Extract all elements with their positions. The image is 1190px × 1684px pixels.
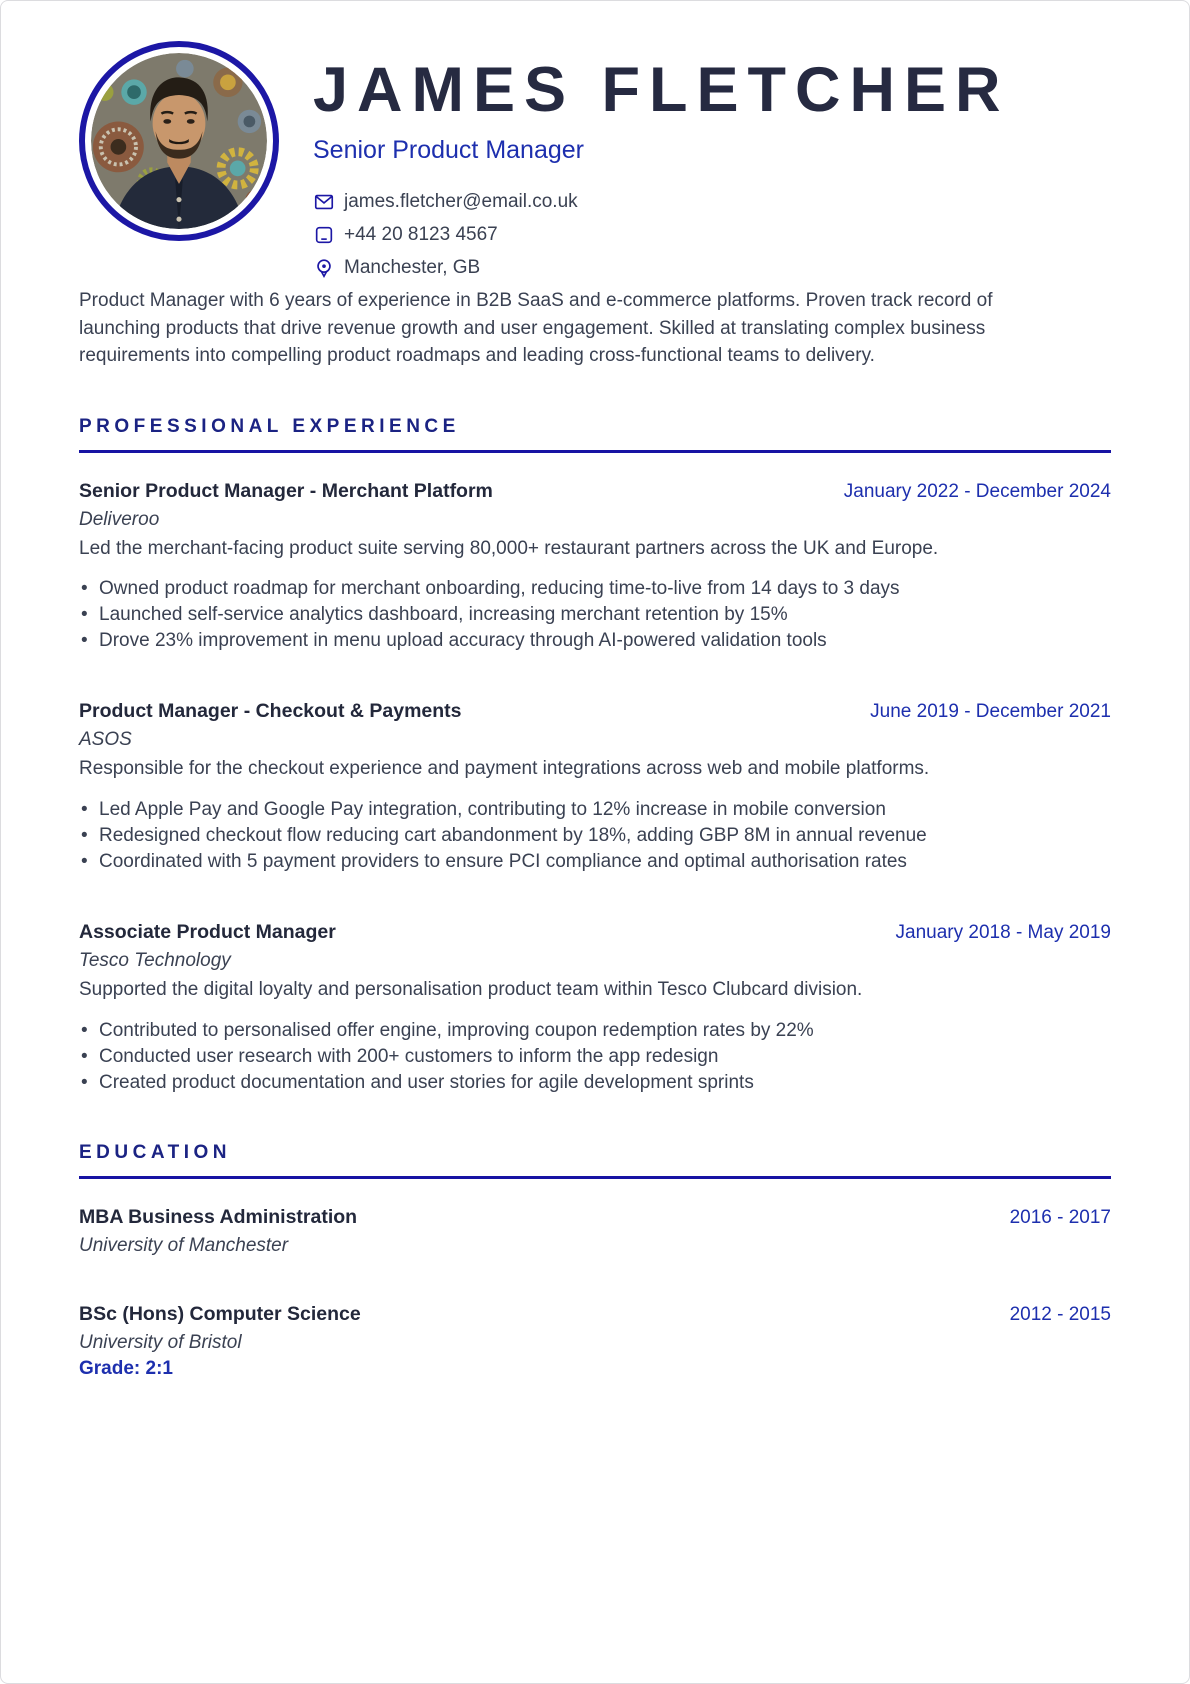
- job-dates: June 2019 - December 2021: [870, 701, 1111, 723]
- job-head: [79, 700, 1111, 723]
- job-lead: Responsible for the checkout experience and payment integrations across web and mobile platforms.: [79, 758, 930, 780]
- job-bullet: • Created product documentation and user stories for agile development sprints: [79, 1070, 1111, 1096]
- section-education: [79, 1142, 1111, 1380]
- contact-phone-value: +44 20 8123 4567: [344, 224, 498, 245]
- job-bullets: [79, 797, 1111, 875]
- job-company: Deliveroo: [79, 508, 160, 530]
- profile-photo: [79, 41, 279, 241]
- contact-email-value: james.fletcher@email.co.uk: [344, 191, 578, 212]
- person-name: JAMES FLETCHER: [313, 55, 1010, 125]
- job-bullet: • Owned product roadmap for merchant onboarding, reducing time-to-live from 14 days to 3 days: [79, 576, 1111, 602]
- email-icon: [313, 191, 335, 213]
- job-dates: January 2022 - December 2024: [843, 480, 1111, 502]
- degree-title: MBA Business Administration: [79, 1205, 358, 1228]
- experience-heading: PROFESSIONAL EXPERIENCE: [79, 415, 460, 437]
- degree-head: [79, 1206, 1111, 1229]
- education-entry: [79, 1303, 1111, 1380]
- job-title: Senior Product Manager - Merchant Platform: [79, 479, 493, 502]
- degree-head: [79, 1303, 1111, 1326]
- job-company: ASOS: [79, 729, 132, 751]
- contact-location: [313, 257, 1010, 279]
- contact-phone: [313, 224, 1010, 246]
- phone-icon: [313, 224, 335, 246]
- profile-summary: Product Manager with 6 years of experience in B2B SaaS and e-commerce platforms. Proven track record of launching products that drive revenue growth and user engagement. Skilled at translating complex business requirements into compelling product roadmaps and leading cross-functional teams to delivery.: [79, 290, 993, 367]
- job-title: Associate Product Manager: [79, 920, 336, 943]
- job-bullets: [79, 576, 1111, 654]
- resume-header: [79, 41, 1111, 279]
- job-head: [79, 480, 1111, 503]
- job-bullet: • Led Apple Pay and Google Pay integration, contributing to 12% increase in mobile conversion: [79, 797, 1111, 823]
- degree-title: BSc (Hons) Computer Science: [79, 1302, 361, 1325]
- job-bullet: • Redesigned checkout flow reducing cart abandonment by 18%, adding GBP 8M in annual revenue: [79, 823, 1111, 849]
- job-entry: [79, 700, 1111, 875]
- contact-location-value: Manchester, GB: [344, 257, 481, 278]
- job-entry: [79, 480, 1111, 655]
- section-divider: [79, 450, 1111, 453]
- degree-grade: Grade: 2:1: [79, 1357, 173, 1379]
- education-entry: [79, 1206, 1111, 1257]
- job-bullet: • Contributed to personalised offer engine, improving coupon redemption rates by 22%: [79, 1018, 1111, 1044]
- job-lead: Supported the digital loyalty and personalisation product team within Tesco Clubcard division.: [79, 978, 863, 1000]
- job-bullet: • Launched self-service analytics dashboard, increasing merchant retention by 15%: [79, 602, 1111, 628]
- job-head: [79, 921, 1111, 944]
- location-icon: [313, 257, 335, 279]
- job-title: Product Manager - Checkout & Payments: [79, 700, 462, 723]
- degree-school: University of Bristol: [79, 1331, 242, 1353]
- job-lead: Led the merchant-facing product suite serving 80,000+ restaurant partners across the UK and Europe.: [79, 537, 939, 559]
- person-job-title: Senior Product Manager: [313, 136, 584, 164]
- contact-list: [313, 191, 1010, 279]
- job-dates: January 2018 - May 2019: [895, 921, 1111, 943]
- job-entry: [79, 921, 1111, 1096]
- contact-email: [313, 191, 1010, 213]
- degree-dates: 2016 - 2017: [1009, 1206, 1111, 1228]
- header-main: [313, 41, 1010, 279]
- education-heading: EDUCATION: [79, 1141, 232, 1163]
- profile-photo-illustration: [91, 53, 267, 229]
- job-company: Tesco Technology: [79, 949, 231, 971]
- job-bullet: • Conducted user research with 200+ customers to inform the app redesign: [79, 1044, 1111, 1070]
- job-bullet: • Coordinated with 5 payment providers to ensure PCI compliance and optimal authorisation rates: [79, 849, 1111, 875]
- section-experience: [79, 416, 1111, 1096]
- degree-dates: 2012 - 2015: [1009, 1303, 1111, 1325]
- job-bullets: [79, 1018, 1111, 1096]
- section-divider: [79, 1176, 1111, 1179]
- job-bullet: • Drove 23% improvement in menu upload accuracy through AI-powered validation tools: [79, 628, 1111, 654]
- degree-school: University of Manchester: [79, 1234, 289, 1256]
